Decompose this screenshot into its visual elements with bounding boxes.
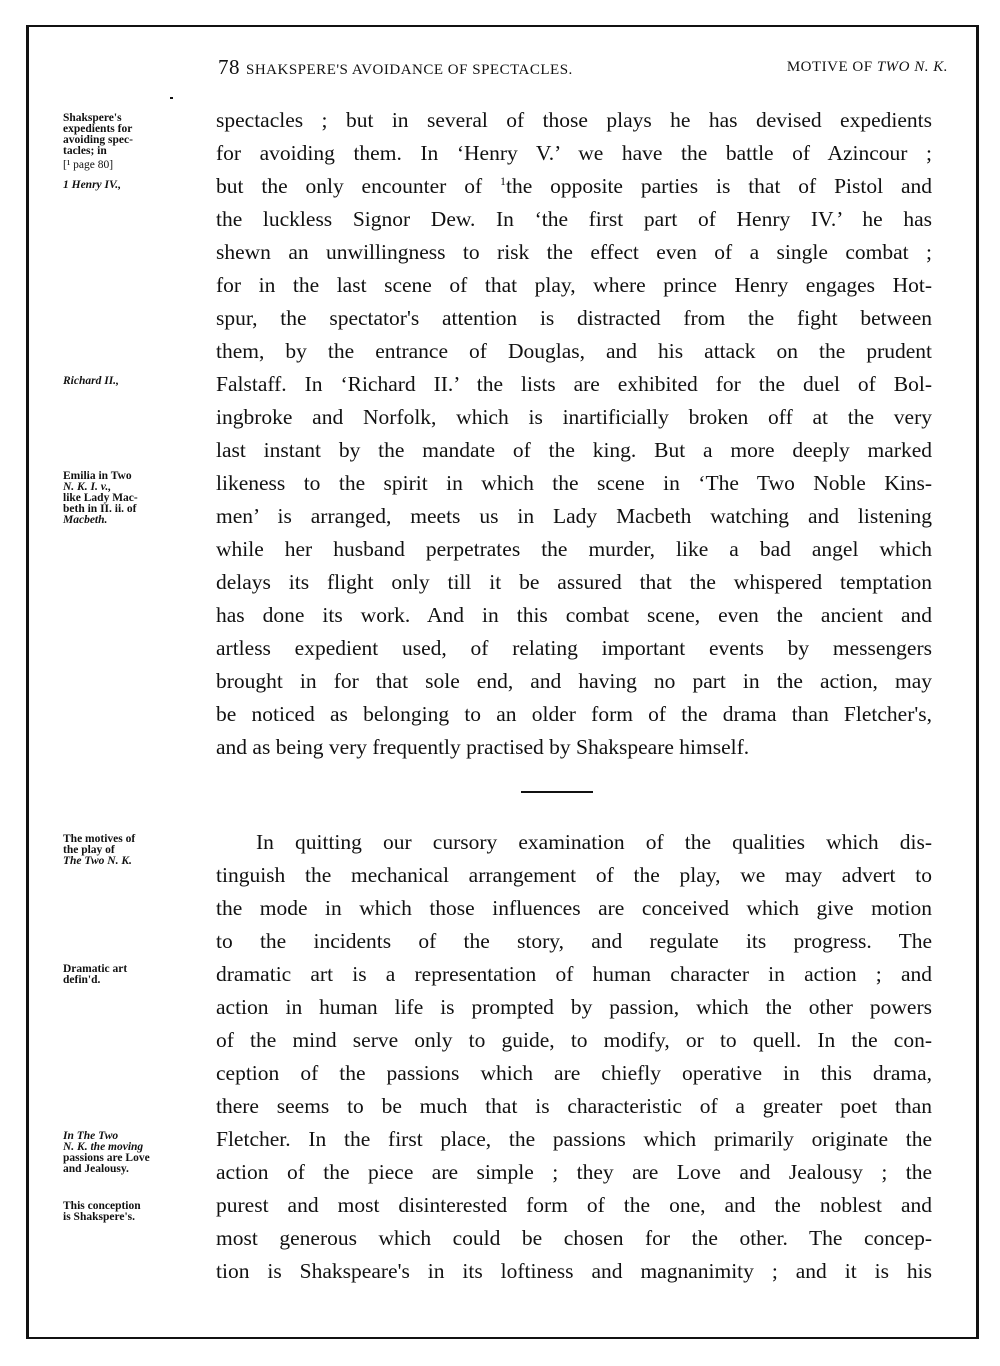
body-line: them, by the entrance of Douglas, and his attack on the prudent [216, 339, 932, 363]
margin-note-italic: 1 Henry IV., [63, 179, 121, 191]
body-line: spur, the spectator's attention is distracted from the fight between [216, 306, 932, 330]
running-head-right-italic: TWO N. K. [876, 59, 948, 75]
body-line: Fletcher. In the first place, the passions which primarily originate the [216, 1127, 932, 1151]
margin-note-italic: The Two N. K. [63, 855, 132, 867]
body-line: Falstaff. In ‘Richard II.’ the lists are exhibited for the duel of Bol- [216, 372, 932, 396]
body-line: of the mind serve only to guide, to modify, or to quell. In the con- [216, 1028, 932, 1052]
margin-note-line: Emilia in Two [63, 470, 132, 482]
margin-note-dramatic-art [63, 964, 213, 986]
body-line: In quitting our cursory examination of the qualities which dis- [256, 830, 932, 854]
body-line: has done its work. And in this combat scene, even the ancient and [216, 603, 932, 627]
running-head [218, 55, 948, 85]
margin-note-line [63, 515, 213, 526]
body-line: delays its flight only till it be assured that the whispered temptation [216, 570, 932, 594]
body-line: last instant by the mandate of the king. But a more deeply marked [216, 438, 932, 462]
margin-note-italic: Macbeth. [63, 514, 108, 526]
running-head-title: SHAKSPERE'S AVOIDANCE OF SPECTACLES. [246, 62, 573, 78]
ink-speck [170, 97, 173, 99]
body-line: artless expedient used, of relating important events by messengers [216, 636, 932, 660]
margin-note-italic: N. K. I. v., [63, 481, 112, 493]
margin-note-line: the play of [63, 844, 115, 856]
margin-note-italic: Richard II., [63, 375, 119, 387]
page-number: 78 [218, 55, 240, 79]
margin-note-line: Shakspere's [63, 112, 122, 124]
margin-note-line [63, 180, 213, 191]
margin-note-line: and Jealousy. [63, 1163, 129, 1175]
margin-note-italic: In The Two [63, 1130, 119, 1142]
margin-note-line: expedients for [63, 123, 133, 135]
body-line: while her husband perpetrates the murder, like a bad angel which [216, 537, 932, 561]
margin-note-line: tacles; in [63, 145, 107, 157]
body-line: for in the last scene of that play, where prince Henry engages Hot- [216, 273, 932, 297]
margin-note-line: [¹ page 80] [63, 159, 114, 171]
body-text: but the only encounter of [216, 174, 500, 198]
body-line [216, 170, 932, 203]
body-line: to the incidents of the story, and regulate its progress. The [216, 929, 932, 953]
footnote-marker: 1 [499, 174, 506, 188]
margin-note-italic: N. K. the moving [63, 1141, 144, 1153]
body-line: action in human life is prompted by passion, which the other powers [216, 995, 932, 1019]
section-divider [521, 791, 593, 793]
body-line: likeness to the spirit in which the scene in ‘The Two Noble Kins- [216, 471, 932, 495]
body-line: tion is Shakspeare's in its loftiness and magnanimity ; and it is his [216, 1259, 932, 1283]
body-line: shewn an unwillingness to risk the effect even of a single combat ; [216, 240, 932, 264]
body-line: ception of the passions which are chiefly operative in this drama, [216, 1061, 932, 1085]
margin-note-line: defin'd. [63, 974, 101, 986]
body-line: ingbroke and Norfolk, which is inartificially broken off at the very [216, 405, 932, 429]
running-head-right [787, 59, 948, 76]
body-line: there seems to be much that is characteristic of a greater poet than [216, 1094, 932, 1118]
margin-note-line: passions are Love [63, 1152, 150, 1164]
margin-note-line: beth in II. ii. of [63, 503, 137, 515]
margin-note-footnote-ref [63, 160, 213, 171]
body-line: tinguish the mechanical arrangement of the play, we may advert to [216, 863, 932, 887]
body-line: be noticed as belonging to an older form of the drama than Fletcher's, [216, 702, 932, 726]
margin-note-love-jealousy [63, 1131, 213, 1175]
body-line: and as being very frequently practised by Shakspeare himself. [216, 735, 750, 759]
body-line: the mode in which those influences are conceived which give motion [216, 896, 932, 920]
margin-note-line: like Lady Mac- [63, 492, 138, 504]
body-line: for avoiding them. In ‘Henry V.’ we have the battle of Azincour ; [216, 141, 932, 165]
margin-note-line: The motives of [63, 833, 136, 845]
body-line: the luckless Signor Dew. In ‘the first part of Henry IV.’ he has [216, 207, 932, 231]
body-line: dramatic art is a representation of human character in action ; and [216, 962, 932, 986]
running-head-right-prefix: MOTIVE OF [786, 59, 873, 75]
margin-note-motives [63, 834, 213, 867]
margin-note-line [63, 376, 213, 387]
body-text: the opposite parties is that of Pistol and [505, 174, 932, 198]
body-line: most generous which could be chosen for the other. The concep- [216, 1226, 932, 1250]
margin-note-line: avoiding spec- [63, 134, 133, 146]
margin-note-henry-iv [63, 180, 213, 191]
margin-note-expedients [63, 113, 213, 157]
margin-note-line: is Shakspere's. [63, 1211, 136, 1223]
margin-note-line: This conception [63, 1200, 141, 1212]
margin-note-line: Dramatic art [63, 963, 128, 975]
margin-note-emilia [63, 471, 213, 526]
body-line: action of the piece are simple ; they are Love and Jealousy ; the [216, 1160, 932, 1184]
margin-note-conception [63, 1201, 213, 1223]
margin-note-richard-ii [63, 376, 213, 387]
body-line: purest and most disinterested form of the one, and the noblest and [216, 1193, 932, 1217]
body-line: spectacles ; but in several of those plays he has devised expedients [216, 108, 932, 132]
margin-note-line [63, 856, 213, 867]
body-line: men’ is arranged, meets us in Lady Macbeth watching and listening [216, 504, 932, 528]
body-line: brought in for that sole end, and having no part in the action, may [216, 669, 932, 693]
